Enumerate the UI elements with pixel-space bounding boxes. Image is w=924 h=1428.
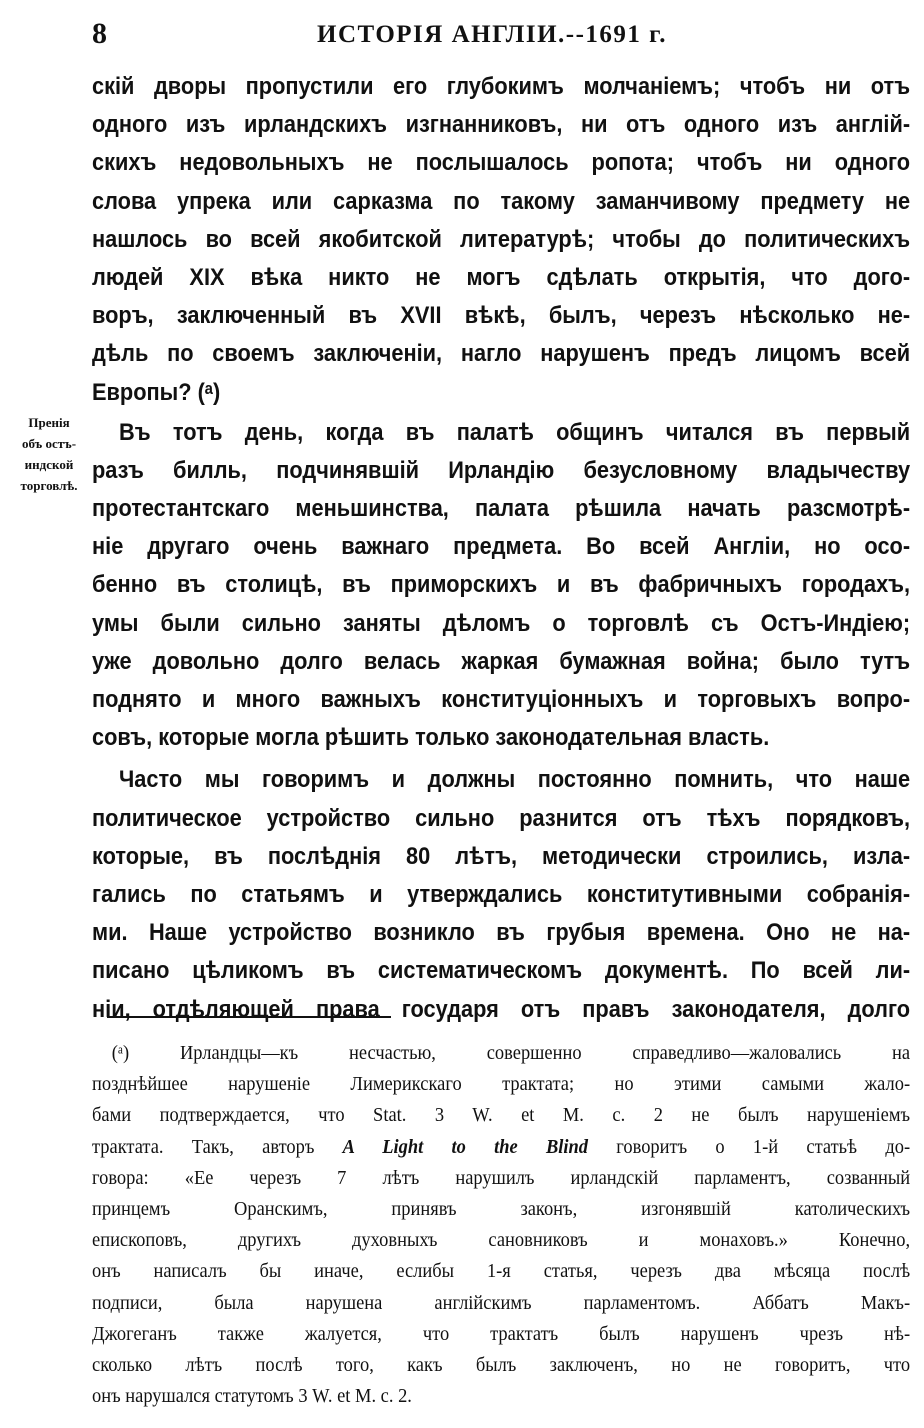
text-line: ніи, отдѣляющей права государя отъ правъ законодателя, долго bbox=[92, 995, 911, 1023]
footnote-line: епископовъ, другихъ духовныхъ сановниковъ и монаховъ.» Конечно, bbox=[92, 1229, 911, 1252]
footnote-line: бами подтверждается, что Stat. 3 W. et M. c. 2 не былъ нарушеніемъ bbox=[92, 1104, 911, 1127]
text-line: слова упрека или сарказма по такому заманчивому предмету не bbox=[92, 187, 911, 215]
margin-note-line: индской bbox=[24, 457, 74, 472]
running-head: ИСТОРІЯ АНГЛІИ.--1691 г. bbox=[317, 21, 667, 48]
footnote-text: говоритъ о 1-й статьѣ до- bbox=[616, 1135, 911, 1158]
text-line: протестантскаго меньшинства, палата рѣшила начать разсмотрѣ- bbox=[92, 495, 911, 523]
footnote-line: онъ нарушался статутомъ 3 W. et M. c. 2. bbox=[92, 1385, 412, 1408]
text-line: людей XIX вѣка никто не могъ сдѣлать открытія, что дого- bbox=[92, 263, 911, 291]
footnote-line: принцемъ Оранскимъ, принявъ законъ, изгонявшій католическихъ bbox=[92, 1197, 911, 1220]
margin-note bbox=[2, 412, 96, 496]
footnote-line: позднѣйшее нарушеніе Лимерикскаго трактата; но этими самыми жало- bbox=[92, 1073, 911, 1096]
text-line: одного изъ ирландскихъ изгнанниковъ, ни отъ одного изъ англій- bbox=[92, 111, 911, 139]
book-title: A Light to the Blind bbox=[342, 1135, 589, 1158]
text-line: воръ, заключенный въ XVII вѣкѣ, былъ, черезъ нѣсколько не- bbox=[92, 302, 911, 330]
text-line: Европы? (ᵃ) bbox=[92, 378, 221, 406]
paragraph bbox=[92, 761, 910, 1028]
footnote-line: говора: «Ее черезъ 7 лѣтъ нарушилъ ирландскій парламентъ, созванный bbox=[92, 1166, 911, 1189]
footnote-line: (ᵃ) Ирландцы—къ несчастью, совершенно справедливо—жаловались на bbox=[111, 1042, 911, 1064]
text-line: которые, въ послѣднія 80 лѣтъ, методически строились, изла- bbox=[92, 842, 911, 870]
text-line: бенно въ столицѣ, въ приморскихъ и въ фабричныхъ городахъ, bbox=[92, 571, 911, 599]
paragraph bbox=[92, 414, 910, 758]
text-line: разъ билль, подчинявшій Ирландію безусловному владычеству bbox=[92, 456, 911, 484]
text-line: нашлось во всей якобитской литературѣ; чтобы до политическихъ bbox=[92, 225, 911, 253]
text-line: поднято и много важныхъ конституціонныхъ и торговыхъ вопро- bbox=[92, 686, 911, 713]
footnote-line: подписи, была нарушена англійскимъ парламентомъ. Аббатъ Макъ- bbox=[92, 1291, 911, 1314]
footnote-text: трактата. Такъ, авторъ bbox=[92, 1135, 315, 1158]
text-line: умы были сильно заняты дѣломъ о торговлѣ съ Остъ-Индіею; bbox=[92, 609, 911, 637]
text-line: ми. Наше устройство возникло въ грубыя времена. Оно не на- bbox=[92, 919, 911, 947]
text-line: уже довольно долго велась жаркая бумажная война; было тутъ bbox=[92, 647, 911, 675]
text-line: ніе другаго очень важнаго предмета. Во всей Англіи, но осо- bbox=[92, 533, 911, 561]
margin-note-line: торговлѣ. bbox=[20, 478, 78, 493]
text-line: Часто мы говоримъ и должны постоянно помнить, что наше bbox=[119, 766, 911, 794]
body-text bbox=[92, 68, 910, 1029]
page-number: 8 bbox=[92, 17, 107, 50]
text-line: Въ тотъ день, когда въ палатѣ общинъ читался въ первый bbox=[119, 418, 911, 446]
margin-note-line: Пренія bbox=[28, 415, 70, 430]
text-line: совъ, которые могла рѣшить только законодательная власть. bbox=[92, 724, 770, 752]
text-line: политическое устройство сильно разнится отъ тѣхъ порядковъ, bbox=[92, 804, 911, 832]
footnote bbox=[92, 1038, 910, 1412]
text-line: дѣль по своемъ заключеніи, нагло нарушенъ предъ лицомъ всей bbox=[92, 340, 911, 368]
footnote-line: сколько лѣтъ послѣ того, какъ былъ заключенъ, но не говоритъ, что bbox=[92, 1353, 911, 1376]
text-line: скій дворы пропустили его глубокимъ молчаніемъ; чтобъ ни отъ bbox=[92, 73, 911, 100]
margin-note-line: объ остъ- bbox=[21, 436, 77, 451]
page-header bbox=[92, 16, 912, 56]
footnote-line: онъ написалъ бы иначе, еслибы 1-я статья, черезъ два мѣсяца послѣ bbox=[92, 1260, 911, 1283]
paragraph bbox=[92, 68, 910, 412]
text-line: писано цѣликомъ въ систематическомъ документѣ. По всей ли- bbox=[92, 957, 911, 985]
text-line: скихъ недовольныхъ не послышалось ропота; чтобъ ни одного bbox=[92, 149, 911, 177]
text-line: гались по статьямъ и утверждались конститутивными собранія- bbox=[92, 880, 911, 908]
footnote-line: Джогеганъ также жалуется, что трактатъ былъ нарушенъ чрезъ нѣ- bbox=[92, 1322, 911, 1345]
footnote-line bbox=[92, 1132, 910, 1163]
footnote-rule bbox=[107, 1016, 391, 1018]
